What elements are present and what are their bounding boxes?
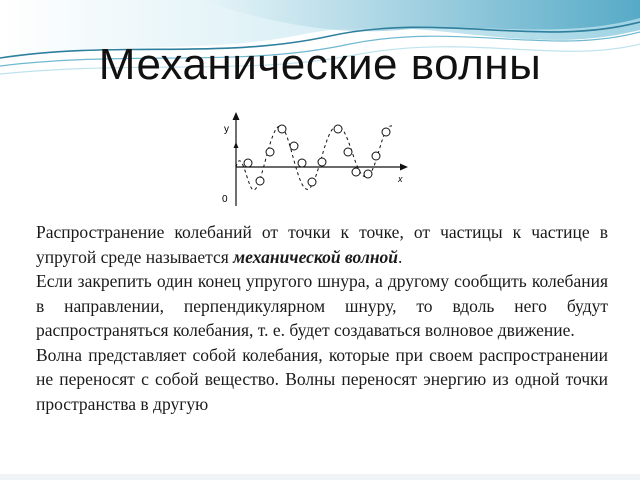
- y-axis-label: y: [224, 124, 229, 135]
- x-axis-arrow: [400, 164, 408, 171]
- particle: [352, 168, 360, 176]
- particle: [334, 125, 342, 133]
- particle: [382, 128, 390, 136]
- x-axis-label: x: [398, 174, 403, 184]
- particle: [244, 159, 252, 167]
- definition-term: механической волной: [233, 246, 399, 267]
- particle: [256, 177, 264, 185]
- particle: [266, 148, 274, 156]
- particle: [298, 159, 306, 167]
- wave-figure: [218, 104, 418, 212]
- particle: [290, 142, 298, 150]
- origin-label: 0: [222, 194, 228, 205]
- particle: [308, 178, 316, 186]
- paragraph-definition: [36, 220, 608, 269]
- paragraph-energy-transfer: Волна представляет собой колебания, которые при своем распространении не переносят с собой вещество. Волны переносят энергию из одной точки пространства в другую: [36, 344, 608, 414]
- wave-particles: [244, 125, 390, 186]
- definition-end: .: [398, 246, 403, 267]
- particle: [318, 158, 326, 166]
- bottom-bar: [0, 474, 640, 480]
- definition-text: Распространение колебаний от точки к точке, от частицы к частице в упругой среде называется: [36, 222, 608, 267]
- y-axis-arrow: [233, 112, 240, 120]
- particle: [278, 125, 286, 133]
- particle: [344, 148, 352, 156]
- particle: [364, 170, 372, 178]
- page-title: Механические волны: [98, 40, 542, 89]
- particle: [372, 152, 380, 160]
- paragraph-rope-example: Если закрепить один конец упругого шнура, а другому сообщить колебания в направлении, перпендикулярном шнуру, то вдоль него будут распространяться колебания, т. е. будет создаваться волновое движение.: [36, 271, 608, 340]
- body-text: [36, 220, 608, 416]
- displacement-arrow-head: [234, 142, 239, 148]
